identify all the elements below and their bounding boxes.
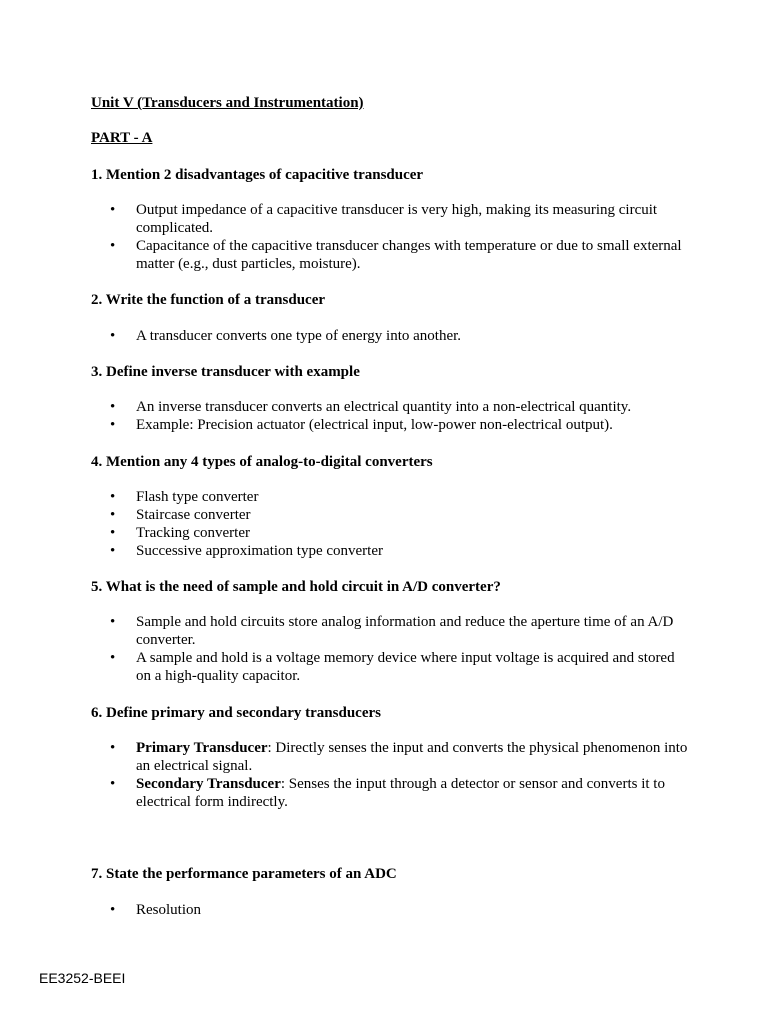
bullet-icon: • xyxy=(110,740,116,756)
bullet-icon: • xyxy=(110,238,116,254)
list-item: • Successive approximation type converter xyxy=(110,543,384,559)
list-item: • A sample and hold is a voltage memory device where input voltage is acquired and stored on a high-quality capacitor. xyxy=(110,650,675,684)
bullet-icon: • xyxy=(110,776,116,792)
term-label: Primary Transducer xyxy=(136,740,268,756)
bullet-icon: • xyxy=(110,489,116,505)
bullet-icon: • xyxy=(110,417,116,433)
term-label: Secondary Transducer xyxy=(136,776,281,792)
bullet-icon: • xyxy=(110,399,116,415)
list-item: • Example: Precision actuator (electrical input, low-power non-electrical output). xyxy=(110,417,613,433)
answer-list xyxy=(91,613,691,685)
answer-list xyxy=(91,901,691,919)
question-heading: 2. Write the function of a transducer xyxy=(91,292,326,308)
bullet-icon: • xyxy=(110,902,116,918)
document-title: Unit V (Transducers and Instrumentation) xyxy=(91,95,364,111)
bullet-icon: • xyxy=(110,543,116,559)
question-heading: 6. Define primary and secondary transducers xyxy=(91,705,381,721)
list-item: • Staircase converter xyxy=(110,507,251,523)
list-item: • Primary Transducer: Directly senses the input and converts the physical phenomenon into an electrical signal. xyxy=(110,740,688,774)
list-item: • An inverse transducer converts an electrical quantity into a non-electrical quantity. xyxy=(110,399,632,415)
answer-list xyxy=(91,739,691,811)
bullet-icon: • xyxy=(110,507,116,523)
footer-course-code: EE3252-BEEI xyxy=(39,970,126,986)
list-item: • Output impedance of a capacitive transducer is very high, making its measuring circuit complicated. xyxy=(110,202,658,236)
part-heading: PART - A xyxy=(91,130,153,146)
list-item: • Capacitance of the capacitive transducer changes with temperature or due to small external matter (e.g., dust particles, moisture). xyxy=(110,238,682,272)
list-item: • Sample and hold circuits store analog information and reduce the aperture time of an A/D converter. xyxy=(110,614,674,648)
list-item: • Resolution xyxy=(110,902,202,918)
bullet-icon: • xyxy=(110,328,116,344)
bullet-icon: • xyxy=(110,525,116,541)
bullet-icon: • xyxy=(110,650,116,666)
question-heading: 5. What is the need of sample and hold circuit in A/D converter? xyxy=(91,579,501,595)
question-heading: 4. Mention any 4 types of analog-to-digital converters xyxy=(91,454,433,470)
list-item: • Tracking converter xyxy=(110,525,250,541)
question-heading: 7. State the performance parameters of an ADC xyxy=(91,866,397,882)
question-heading: 3. Define inverse transducer with example xyxy=(91,364,360,380)
answer-list xyxy=(91,327,691,345)
bullet-icon: • xyxy=(110,614,116,630)
answer-list xyxy=(91,488,691,560)
list-item: • Flash type converter xyxy=(110,489,259,505)
list-item: • Secondary Transducer: Senses the input through a detector or sensor and converts it to electrical form indirectly. xyxy=(110,776,665,810)
question-heading: 1. Mention 2 disadvantages of capacitive transducer xyxy=(91,167,424,183)
answer-list xyxy=(91,398,691,434)
answer-list xyxy=(91,201,691,273)
list-item: • A transducer converts one type of energy into another. xyxy=(110,328,462,344)
bullet-icon: • xyxy=(110,202,116,218)
